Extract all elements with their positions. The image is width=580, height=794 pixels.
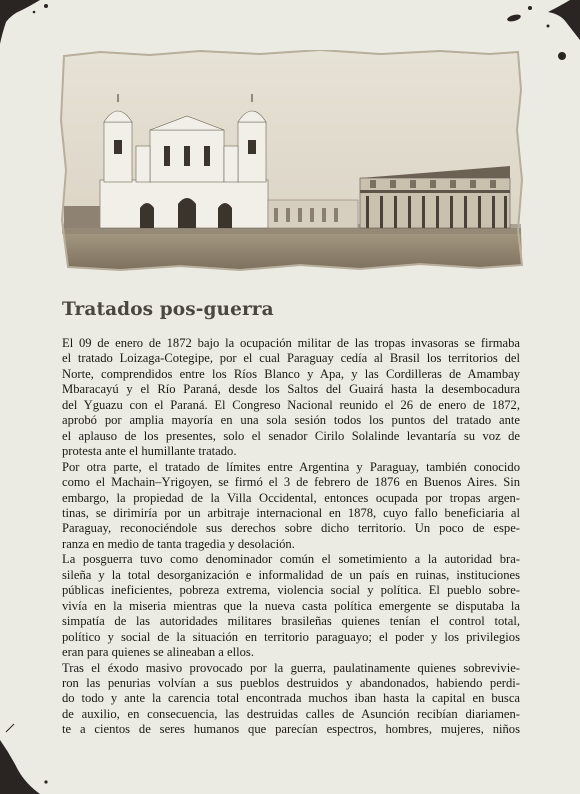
article-body [62, 336, 520, 738]
body-line: Por otra parte, el tratado de límites entre Argentina y Paraguay, también conocido [62, 459, 520, 474]
body-line: protesta ante el humillante tratado. [62, 444, 237, 459]
body-line: ranza en medio de tanta tragedia y desolación. [62, 536, 295, 551]
body-line: de auxilio, en consecuencia, las destruidas calles de Asunción recibían diariamen- [62, 706, 520, 721]
body-line: vivía en la miseria mientras que la nueva casta política emergente se disputaba la [62, 598, 520, 613]
cathedral-photo-icon [60, 50, 523, 272]
article-title: Tratados pos-guerra [62, 299, 274, 320]
body-line: aprobó por amplia mayoría en una sola sesión todos los puntos del tratado ante [62, 413, 520, 428]
body-line: del Yguazu con el Paraná. El Congreso Nacional reunido el 26 de enero de 1872, [62, 397, 520, 412]
body-line: embargo, la propiedad de la Villa Occidental, entonces ocupada por tropas argen- [62, 490, 520, 505]
body-line: el tratado Loizaga-Cotegipe, por el cual Paraguay cedía al Brasil los territorios del [62, 351, 520, 366]
ink-splatter-bottom-left [0, 720, 60, 794]
body-line: Paraguay, reconociéndole sus derechos sobre dicho territorio. Un poco de espe- [62, 521, 520, 536]
body-line: Norte, comprendidos entre los Ríos Blanco y Apa, y las Cordilleras de Amambay [62, 366, 520, 381]
body-line: simpatía de las autoridades militares brasileñas quienes tenían el control total, [62, 614, 520, 629]
body-line: Mbaracayú y el Río Paraná, desde los Saltos del Guairá hasta la desembocadura [62, 382, 520, 397]
body-line: tinas, se dirimiría por un arbitraje internacional en 1878, cuyo fallo beneficiaria al [62, 505, 520, 520]
body-line: político y social de la situación en territorio paraguayo; el poder y los privilegios [62, 629, 520, 644]
body-line: ron las penurias volvían a sus pueblos destruidos y abandonados, habiendo perdi- [62, 675, 520, 690]
body-line: el aplauso de los presentes, solo el senador Cirilo Solalinde levantaría su voz de [62, 428, 520, 443]
ink-splatter-top-left [0, 0, 60, 60]
historic-photo [60, 50, 523, 272]
body-line: como el Machain–Yrigoyen, se firmó el 3 de febrero de 1876 en Buenos Aires. Sin [62, 475, 520, 490]
body-line: Tras el éxodo masivo provocado por la guerra, paulatinamente quienes sobrevivie- [62, 660, 520, 675]
body-line: La posguerra tuvo como denominador común el sometimiento a la autoridad bra- [62, 552, 520, 567]
body-line: do todo y ante la carencia total encontrada muchos iban hasta la capital en busca [62, 691, 520, 706]
body-line: te a cientos de seres humanos que parecían espectros, hombres, mujeres, niños [62, 722, 520, 737]
body-line: públicas ineficientes, pobreza extrema, violencia social y política. El pueblo sobre- [62, 583, 520, 598]
body-line: eran para quienes se alineaban a ellos. [62, 645, 254, 660]
body-line: sileña y la total desorganización e informalidad de un país en ruinas, instituciones [62, 567, 520, 582]
body-line: El 09 de enero de 1872 bajo la ocupación militar de las tropas invasoras se firmaba [62, 336, 520, 350]
